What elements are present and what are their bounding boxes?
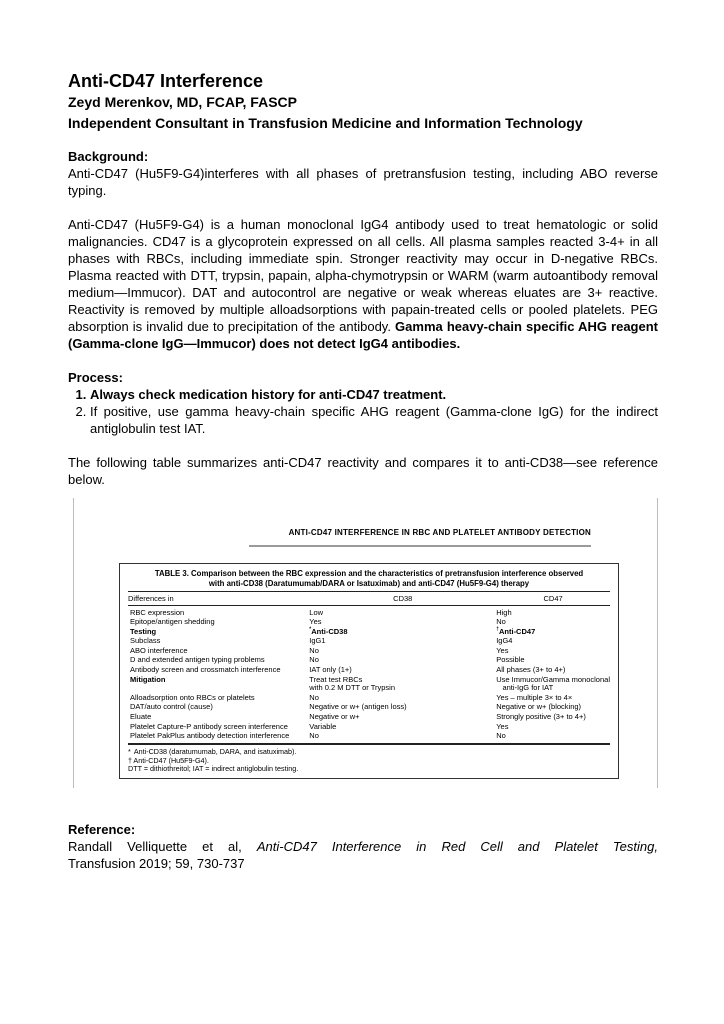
table-row — [128, 618, 610, 628]
column-header-differences: Differences in — [128, 592, 309, 606]
table-cell-label: Testing — [130, 626, 157, 636]
table-cell-cd38: Variable — [309, 721, 337, 731]
table-cell-cd47: No — [496, 731, 506, 741]
table-cell-cd47: †Anti-CD47 — [496, 626, 536, 636]
table-cell-cd38: Negative or w+ — [309, 712, 360, 722]
process-heading: Process: — [68, 370, 123, 385]
table-row — [128, 637, 610, 647]
table-cell-cd47: IgG4 — [496, 636, 513, 646]
process-item-1: 1. Always check medication history for anti-CD47 treatment. — [90, 386, 658, 403]
table-cell-cd47: Use Immucor/Gamma monoclonal anti-IgG for IAT — [496, 674, 610, 693]
background-paragraph-1: Anti-CD47 (Hu5F9-G4)interferes with all phases of pretransfusion testing, including ABO reverse typing. — [68, 166, 658, 198]
table-caption — [128, 569, 610, 588]
table-3-box — [119, 563, 619, 779]
table-row — [128, 713, 610, 723]
table-cell-label: Platelet PakPlus antibody detection interference — [130, 731, 290, 741]
table-cell-label: DAT/auto control (cause) — [130, 702, 213, 712]
figure-running-head: ANTI-CD47 INTERFERENCE IN RBC AND PLATELET ANTIBODY DETECTION — [288, 528, 591, 537]
reference-heading: Reference: — [68, 822, 136, 837]
table-cell-label: ABO interference — [130, 645, 188, 655]
footnote-marker: † — [496, 626, 499, 633]
table-cell-cd38: Negative or w+ (antigen loss) — [309, 702, 407, 712]
process-list — [68, 386, 658, 437]
table-cell-label: Platelet Capture-P antibody screen interference — [130, 721, 288, 731]
table-footnote-line: * Anti-CD38 (daratumumab, DARA, and isatuximab). — [128, 747, 297, 757]
reference-article-title: Anti-CD47 Interference in Red Cell and Platelet Testing, — [256, 839, 658, 854]
table-row — [128, 627, 610, 637]
reference-authors: Randall Velliquette et al, — [68, 839, 257, 854]
background-paragraph-2-bold: Gamma heavy-chain specific AHG reagent (Gamma-clone IgG—Immucor) does not detect IgG4 antibodies. — [68, 319, 658, 351]
table-cell-cd38: No — [309, 645, 319, 655]
table-cell-label: RBC expression — [130, 607, 185, 617]
table-cell-cd47: Yes — [496, 721, 509, 731]
table-cell-cd38: Yes — [309, 617, 322, 627]
column-header-cd47: CD47 — [496, 592, 610, 606]
column-header-cd38: CD38 — [309, 592, 496, 606]
table-cell-cd38: No — [309, 655, 319, 665]
table-cell-label: Mitigation — [130, 674, 166, 684]
background-paragraph-2-text: Anti-CD47 (Hu5F9-G4) is a human monoclonal IgG4 antibody used to treat hematologic or solid malignancies. CD47 is a glycoprotein expressed on all cells. All plasma samples reacted 3-4+ in all phases with RBCs, including immediate spin. Stronger reactivity may occur in D-negative RBCs. Plasma reacted with DTT, trypsin, papain, alpha-chymotrypsin or WARM (warm autoantibody removal medium—Immucor). DAT and autocontrol are negative or weak whereas eluates are 3+ reactive. Reactivity is removed by multiple alloadsorptions with papain-treated cells or pooled platelets. PEG absorption is invalid due to precipitation of the antibody. — [68, 217, 658, 334]
table-cell-label: Subclass — [130, 636, 161, 646]
table-cell-cd47: Yes — [496, 645, 509, 655]
table-cell-cd47: Yes – multiple 3× to 4× — [496, 692, 573, 702]
author-role: Independent Consultant in Transfusion Medicine and Information Technology — [68, 115, 583, 131]
table-cell-cd38: *Anti-CD38 — [309, 626, 348, 636]
comparison-table — [128, 591, 610, 745]
table-cell-cd47: No — [496, 617, 506, 627]
background-paragraph-2 — [68, 216, 658, 352]
table-cell-cd47: All phases (3+ to 4+) — [496, 665, 566, 675]
table-cell-label: Eluate — [130, 712, 152, 722]
table-cell-cd47: High — [496, 607, 512, 617]
background-heading: Background: — [68, 149, 149, 164]
table-cell-cd47: Possible — [496, 655, 525, 665]
author-name: Zeyd Merenkov, MD, FCAP, FASCP — [68, 94, 297, 110]
figure-header-rule — [249, 545, 591, 547]
document-title: Anti-CD47 Interference — [68, 71, 264, 91]
table-cell-cd47: Strongly positive (3+ to 4+) — [496, 712, 586, 722]
reference-citation-line-1 — [68, 838, 658, 855]
table-caption-line-2: with anti-CD38 (Daratumumab/DARA or Isatuximab) and anti-CD47 (Hu5F9-G4) therapy — [208, 578, 530, 588]
table-cell-label: Antibody screen and crossmatch interference — [130, 665, 281, 675]
table-cell-cd47: Negative or w+ (blocking) — [496, 702, 582, 712]
embedded-figure-image — [73, 498, 658, 788]
table-cell-cd38: IAT only (1+) — [309, 665, 352, 675]
table-cell-label: D and extended antigen typing problems — [130, 655, 265, 665]
footnote-marker: * — [309, 626, 312, 633]
table-caption-line-1: TABLE 3. Comparison between the RBC expression and the characteristics of pretransfusion interference observed — [154, 569, 584, 578]
table-row — [128, 606, 610, 618]
table-cell-label: Alloadsorption onto RBCs or platelets — [130, 692, 255, 702]
table-cell-label: Epitope/antigen shedding — [130, 617, 215, 627]
table-row — [128, 666, 610, 676]
table-cell-cd38: No — [309, 692, 319, 702]
table-row — [128, 732, 610, 745]
table-cell-cd38: IgG1 — [309, 636, 326, 646]
comparison-table-body — [128, 606, 610, 745]
table-cell-cd38: No — [309, 731, 319, 741]
table-footnote-line: DTT = dithiothreitol; IAT = indirect antiglobulin testing. — [128, 764, 299, 774]
process-item-2: 2. If positive, use gamma heavy-chain specific AHG reagent (Gamma-clone IgG) for the indirect antiglobulin test IAT. — [90, 403, 658, 437]
table-cell-cd38: Low — [309, 607, 324, 617]
table-row — [128, 675, 610, 693]
table-intro-paragraph: The following table summarizes anti-CD47 reactivity and compares it to anti-CD38—see reference below. — [68, 455, 658, 487]
table-footnote-line: † Anti-CD47 (Hu5F9-G4). — [128, 755, 209, 765]
comparison-table-header-row — [128, 592, 610, 606]
table-footnotes — [128, 748, 610, 773]
table-cell-cd38: Treat test RBCs with 0.2 M DTT or Trypsin — [309, 674, 396, 693]
reference-citation-line-2: Transfusion 2019; 59, 730-737 — [68, 856, 245, 871]
